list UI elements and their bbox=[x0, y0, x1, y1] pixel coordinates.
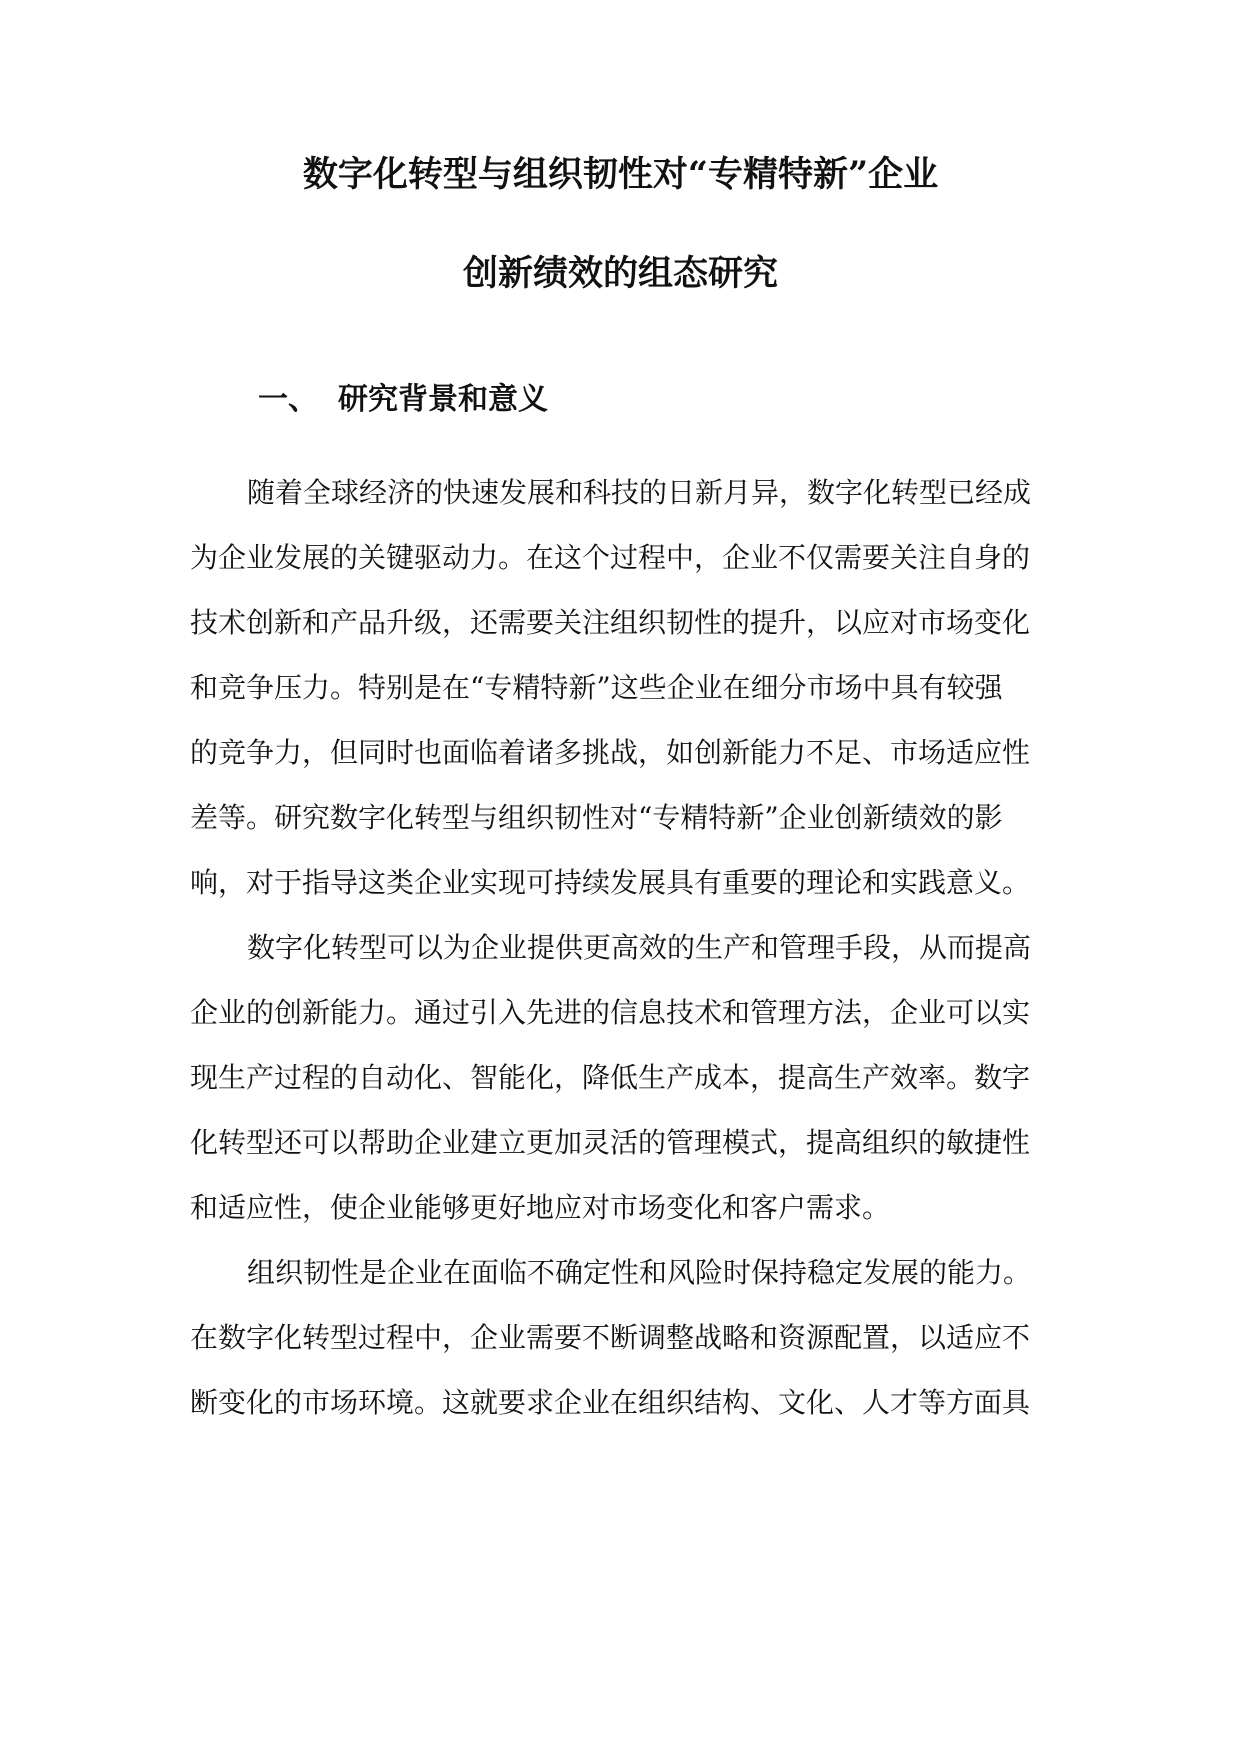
section-title: 研究背景和意义 bbox=[338, 382, 548, 417]
paragraph-1-line-4: 和竞争压力。特别是在“专精特新”这些企业在细分市场中具有较强 bbox=[190, 671, 1003, 704]
paragraph-1-line-1: 随着全球经济的快速发展和科技的日新月异，数字化转型已经成 bbox=[247, 476, 1032, 509]
section-heading bbox=[258, 380, 548, 420]
paragraph-2-line-1: 数字化转型可以为企业提供更高效的生产和管理手段，从而提高 bbox=[247, 931, 1032, 964]
paragraph-2-line-5: 和适应性，使企业能够更好地应对市场变化和客户需求。 bbox=[190, 1191, 891, 1224]
section-number: 一、 bbox=[258, 382, 318, 417]
paragraph-1-line-6: 差等。研究数字化转型与组织韧性对“专精特新”企业创新绩效的影 bbox=[190, 801, 1003, 834]
paragraph-1-line-3: 技术创新和产品升级，还需要关注组织韧性的提升，以应对市场变化 bbox=[190, 606, 1031, 639]
document-title-line-2: 创新绩效的组态研究 bbox=[462, 253, 778, 294]
paragraph-3-line-3: 断变化的市场环境。这就要求企业在组织结构、文化、人才等方面具 bbox=[190, 1386, 1031, 1419]
document-title-line-1: 数字化转型与组织韧性对“专精特新”企业 bbox=[302, 154, 939, 195]
paragraph-3-line-2: 在数字化转型过程中，企业需要不断调整战略和资源配置，以适应不 bbox=[190, 1321, 1031, 1354]
paragraph-1-line-7: 响，对于指导这类企业实现可持续发展具有重要的理论和实践意义。 bbox=[190, 866, 1031, 899]
paragraph-2-line-3: 现生产过程的自动化、智能化，降低生产成本，提高生产效率。数字 bbox=[190, 1061, 1031, 1094]
paragraph-3-line-1: 组织韧性是企业在面临不确定性和风险时保持稳定发展的能力。 bbox=[247, 1256, 1032, 1289]
paragraph-2-line-4: 化转型还可以帮助企业建立更加灵活的管理模式，提高组织的敏捷性 bbox=[190, 1126, 1031, 1159]
body-text bbox=[190, 460, 1050, 1435]
paragraph-1-line-2: 为企业发展的关键驱动力。在这个过程中，企业不仅需要关注自身的 bbox=[190, 541, 1031, 574]
paragraph-1-line-5: 的竞争力，但同时也面临着诸多挑战，如创新能力不足、市场适应性 bbox=[190, 736, 1031, 769]
paragraph-2-line-2: 企业的创新能力。通过引入先进的信息技术和管理方法，企业可以实 bbox=[190, 996, 1031, 1029]
